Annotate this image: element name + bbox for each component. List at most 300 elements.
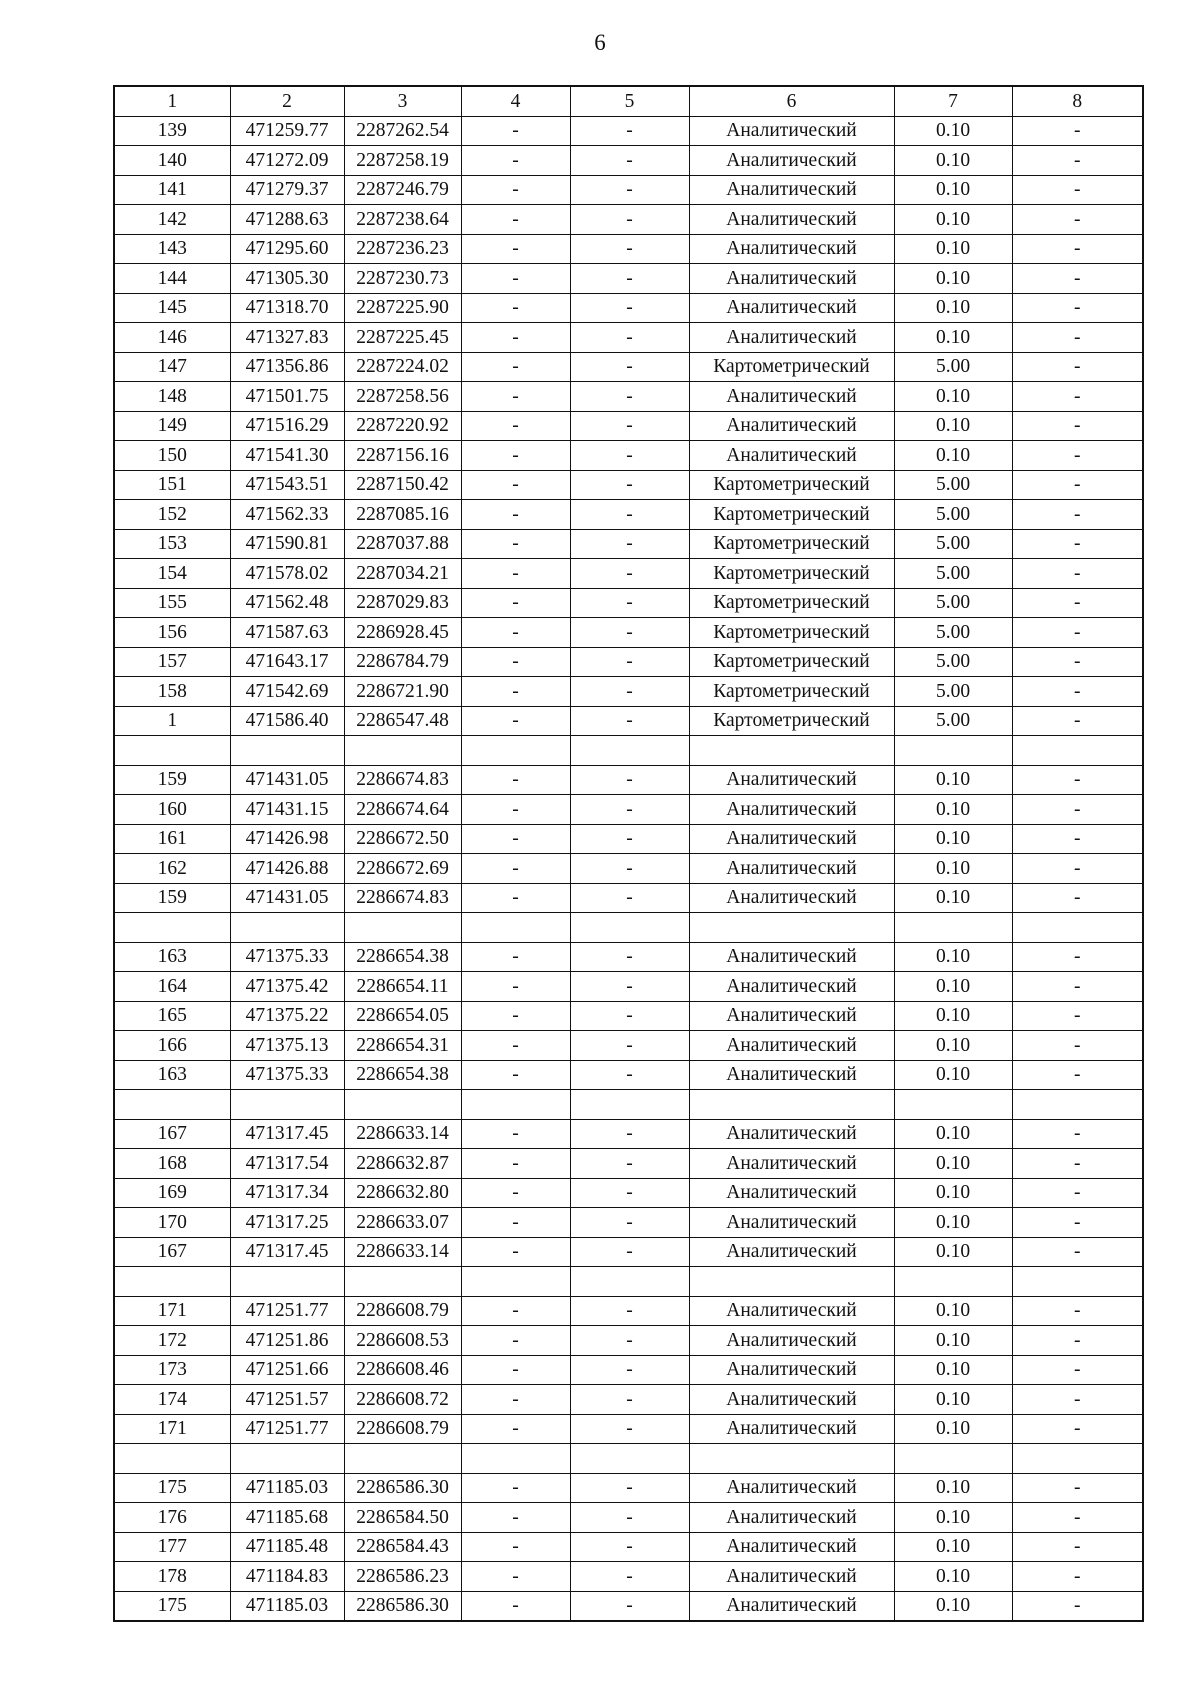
y-coordinate-cell: 2286784.79 bbox=[344, 647, 461, 677]
method-cell: Аналитический bbox=[689, 411, 894, 441]
y-coordinate-cell: 2287156.16 bbox=[344, 441, 461, 471]
col8-cell: - bbox=[1012, 1237, 1143, 1267]
accuracy-cell: 0.10 bbox=[894, 116, 1012, 146]
col5-cell bbox=[570, 1090, 689, 1120]
point-number-cell bbox=[114, 1090, 230, 1120]
y-coordinate-cell: 2286608.46 bbox=[344, 1355, 461, 1385]
point-number-cell: 149 bbox=[114, 411, 230, 441]
x-coordinate-cell: 471259.77 bbox=[230, 116, 344, 146]
col4-cell: - bbox=[461, 1532, 570, 1562]
accuracy-cell: 0.10 bbox=[894, 1532, 1012, 1562]
col5-cell: - bbox=[570, 795, 689, 825]
table-body bbox=[114, 116, 1143, 1621]
x-coordinate-cell: 471251.57 bbox=[230, 1385, 344, 1415]
x-coordinate-cell: 471317.25 bbox=[230, 1208, 344, 1238]
col4-cell: - bbox=[461, 205, 570, 235]
col4-cell bbox=[461, 1444, 570, 1474]
col5-cell: - bbox=[570, 647, 689, 677]
x-coordinate-cell: 471251.86 bbox=[230, 1326, 344, 1356]
method-cell: Аналитический bbox=[689, 175, 894, 205]
x-coordinate-cell: 471516.29 bbox=[230, 411, 344, 441]
col8-cell: - bbox=[1012, 441, 1143, 471]
y-coordinate-cell: 2286654.31 bbox=[344, 1031, 461, 1061]
method-cell: Картометрический bbox=[689, 618, 894, 648]
y-coordinate-cell: 2286928.45 bbox=[344, 618, 461, 648]
x-coordinate-cell: 471375.33 bbox=[230, 942, 344, 972]
table-row bbox=[114, 1591, 1143, 1621]
col8-cell: - bbox=[1012, 234, 1143, 264]
y-coordinate-cell: 2286672.50 bbox=[344, 824, 461, 854]
y-coordinate-cell: 2287246.79 bbox=[344, 175, 461, 205]
col4-cell: - bbox=[461, 588, 570, 618]
col4-cell: - bbox=[461, 677, 570, 707]
col5-cell: - bbox=[570, 529, 689, 559]
col8-cell: - bbox=[1012, 942, 1143, 972]
col4-cell: - bbox=[461, 1296, 570, 1326]
x-coordinate-cell bbox=[230, 736, 344, 766]
point-number-cell: 159 bbox=[114, 765, 230, 795]
table-row bbox=[114, 382, 1143, 412]
accuracy-cell: 0.10 bbox=[894, 234, 1012, 264]
col8-cell: - bbox=[1012, 529, 1143, 559]
point-number-cell: 170 bbox=[114, 1208, 230, 1238]
table-row bbox=[114, 913, 1143, 943]
point-number-cell: 139 bbox=[114, 116, 230, 146]
y-coordinate-cell: 2286654.38 bbox=[344, 942, 461, 972]
table-row bbox=[114, 647, 1143, 677]
accuracy-cell: 0.10 bbox=[894, 1237, 1012, 1267]
col8-cell: - bbox=[1012, 854, 1143, 884]
col5-cell: - bbox=[570, 1532, 689, 1562]
point-number-cell: 141 bbox=[114, 175, 230, 205]
method-cell: Аналитический bbox=[689, 1591, 894, 1621]
header-cell: 3 bbox=[344, 86, 461, 116]
method-cell: Аналитический bbox=[689, 264, 894, 294]
y-coordinate-cell: 2286586.23 bbox=[344, 1562, 461, 1592]
col5-cell: - bbox=[570, 588, 689, 618]
method-cell: Аналитический bbox=[689, 323, 894, 353]
col8-cell: - bbox=[1012, 1503, 1143, 1533]
x-coordinate-cell: 471375.42 bbox=[230, 972, 344, 1002]
header-cell: 7 bbox=[894, 86, 1012, 116]
y-coordinate-cell: 2287037.88 bbox=[344, 529, 461, 559]
x-coordinate-cell: 471251.66 bbox=[230, 1355, 344, 1385]
method-cell: Аналитический bbox=[689, 1385, 894, 1415]
y-coordinate-cell: 2286584.50 bbox=[344, 1503, 461, 1533]
accuracy-cell: 0.10 bbox=[894, 765, 1012, 795]
method-cell bbox=[689, 1444, 894, 1474]
table-row bbox=[114, 1503, 1143, 1533]
header-cell: 2 bbox=[230, 86, 344, 116]
x-coordinate-cell: 471305.30 bbox=[230, 264, 344, 294]
table-row bbox=[114, 1414, 1143, 1444]
point-number-cell: 156 bbox=[114, 618, 230, 648]
point-number-cell: 174 bbox=[114, 1385, 230, 1415]
accuracy-cell: 0.10 bbox=[894, 382, 1012, 412]
accuracy-cell: 0.10 bbox=[894, 323, 1012, 353]
col8-cell: - bbox=[1012, 500, 1143, 530]
col5-cell: - bbox=[570, 1591, 689, 1621]
col4-cell: - bbox=[461, 293, 570, 323]
method-cell: Аналитический bbox=[689, 1119, 894, 1149]
y-coordinate-cell: 2286632.87 bbox=[344, 1149, 461, 1179]
col4-cell: - bbox=[461, 234, 570, 264]
col5-cell: - bbox=[570, 352, 689, 382]
col8-cell: - bbox=[1012, 1149, 1143, 1179]
method-cell: Аналитический bbox=[689, 765, 894, 795]
method-cell: Аналитический bbox=[689, 1208, 894, 1238]
table-row bbox=[114, 470, 1143, 500]
table-row bbox=[114, 175, 1143, 205]
y-coordinate-cell: 2286608.72 bbox=[344, 1385, 461, 1415]
method-cell: Аналитический bbox=[689, 883, 894, 913]
method-cell: Аналитический bbox=[689, 205, 894, 235]
col4-cell: - bbox=[461, 1385, 570, 1415]
col8-cell: - bbox=[1012, 1385, 1143, 1415]
method-cell: Картометрический bbox=[689, 470, 894, 500]
col4-cell: - bbox=[461, 854, 570, 884]
col8-cell: - bbox=[1012, 470, 1143, 500]
method-cell: Аналитический bbox=[689, 824, 894, 854]
col4-cell: - bbox=[461, 1060, 570, 1090]
col4-cell: - bbox=[461, 824, 570, 854]
y-coordinate-cell: 2286608.79 bbox=[344, 1296, 461, 1326]
col8-cell: - bbox=[1012, 972, 1143, 1002]
x-coordinate-cell bbox=[230, 913, 344, 943]
col4-cell bbox=[461, 736, 570, 766]
col4-cell: - bbox=[461, 1562, 570, 1592]
col8-cell: - bbox=[1012, 205, 1143, 235]
accuracy-cell: 5.00 bbox=[894, 559, 1012, 589]
col4-cell: - bbox=[461, 1001, 570, 1031]
col5-cell: - bbox=[570, 382, 689, 412]
col5-cell bbox=[570, 1444, 689, 1474]
method-cell: Аналитический bbox=[689, 972, 894, 1002]
accuracy-cell: 0.10 bbox=[894, 1208, 1012, 1238]
col5-cell: - bbox=[570, 146, 689, 176]
table-row bbox=[114, 293, 1143, 323]
col8-cell: - bbox=[1012, 146, 1143, 176]
table-row bbox=[114, 1473, 1143, 1503]
x-coordinate-cell: 471279.37 bbox=[230, 175, 344, 205]
col5-cell bbox=[570, 913, 689, 943]
y-coordinate-cell bbox=[344, 736, 461, 766]
point-number-cell: 177 bbox=[114, 1532, 230, 1562]
x-coordinate-cell: 471431.05 bbox=[230, 765, 344, 795]
table-row bbox=[114, 205, 1143, 235]
col5-cell: - bbox=[570, 1326, 689, 1356]
x-coordinate-cell: 471375.22 bbox=[230, 1001, 344, 1031]
table-row bbox=[114, 1119, 1143, 1149]
point-number-cell: 178 bbox=[114, 1562, 230, 1592]
col4-cell: - bbox=[461, 1031, 570, 1061]
method-cell: Аналитический bbox=[689, 1149, 894, 1179]
y-coordinate-cell: 2286632.80 bbox=[344, 1178, 461, 1208]
header-row bbox=[114, 86, 1143, 116]
y-coordinate-cell: 2286633.14 bbox=[344, 1237, 461, 1267]
col8-cell: - bbox=[1012, 264, 1143, 294]
method-cell: Аналитический bbox=[689, 146, 894, 176]
point-number-cell: 168 bbox=[114, 1149, 230, 1179]
x-coordinate-cell: 471288.63 bbox=[230, 205, 344, 235]
col8-cell bbox=[1012, 1444, 1143, 1474]
accuracy-cell: 5.00 bbox=[894, 588, 1012, 618]
method-cell: Аналитический bbox=[689, 1355, 894, 1385]
col5-cell: - bbox=[570, 972, 689, 1002]
method-cell: Картометрический bbox=[689, 352, 894, 382]
x-coordinate-cell: 471317.45 bbox=[230, 1119, 344, 1149]
col5-cell: - bbox=[570, 883, 689, 913]
table-row bbox=[114, 323, 1143, 353]
method-cell bbox=[689, 913, 894, 943]
col8-cell bbox=[1012, 736, 1143, 766]
x-coordinate-cell: 471317.54 bbox=[230, 1149, 344, 1179]
accuracy-cell: 0.10 bbox=[894, 1385, 1012, 1415]
method-cell: Аналитический bbox=[689, 1178, 894, 1208]
x-coordinate-cell: 471327.83 bbox=[230, 323, 344, 353]
point-number-cell: 159 bbox=[114, 883, 230, 913]
point-number-cell: 155 bbox=[114, 588, 230, 618]
x-coordinate-cell bbox=[230, 1444, 344, 1474]
col4-cell: - bbox=[461, 942, 570, 972]
y-coordinate-cell: 2286654.38 bbox=[344, 1060, 461, 1090]
col4-cell: - bbox=[461, 146, 570, 176]
col4-cell: - bbox=[461, 1119, 570, 1149]
col8-cell bbox=[1012, 1090, 1143, 1120]
point-number-cell: 153 bbox=[114, 529, 230, 559]
col8-cell: - bbox=[1012, 588, 1143, 618]
x-coordinate-cell: 471586.40 bbox=[230, 706, 344, 736]
col8-cell: - bbox=[1012, 1178, 1143, 1208]
col5-cell: - bbox=[570, 175, 689, 205]
y-coordinate-cell: 2286586.30 bbox=[344, 1473, 461, 1503]
col5-cell bbox=[570, 736, 689, 766]
y-coordinate-cell: 2286674.83 bbox=[344, 883, 461, 913]
col8-cell: - bbox=[1012, 559, 1143, 589]
x-coordinate-cell: 471295.60 bbox=[230, 234, 344, 264]
col5-cell: - bbox=[570, 500, 689, 530]
x-coordinate-cell: 471562.48 bbox=[230, 588, 344, 618]
x-coordinate-cell: 471375.33 bbox=[230, 1060, 344, 1090]
x-coordinate-cell: 471542.69 bbox=[230, 677, 344, 707]
table-row bbox=[114, 1385, 1143, 1415]
x-coordinate-cell: 471356.86 bbox=[230, 352, 344, 382]
col5-cell: - bbox=[570, 470, 689, 500]
col8-cell: - bbox=[1012, 382, 1143, 412]
y-coordinate-cell: 2287029.83 bbox=[344, 588, 461, 618]
method-cell: Аналитический bbox=[689, 1414, 894, 1444]
table-row bbox=[114, 1178, 1143, 1208]
table-row bbox=[114, 264, 1143, 294]
table-row bbox=[114, 588, 1143, 618]
accuracy-cell: 0.10 bbox=[894, 1355, 1012, 1385]
accuracy-cell: 0.10 bbox=[894, 1149, 1012, 1179]
accuracy-cell: 0.10 bbox=[894, 1060, 1012, 1090]
x-coordinate-cell: 471251.77 bbox=[230, 1296, 344, 1326]
col8-cell: - bbox=[1012, 1473, 1143, 1503]
point-number-cell: 175 bbox=[114, 1591, 230, 1621]
header-cell: 6 bbox=[689, 86, 894, 116]
table-row bbox=[114, 1355, 1143, 1385]
x-coordinate-cell: 471317.45 bbox=[230, 1237, 344, 1267]
page-number: 6 bbox=[594, 30, 606, 55]
accuracy-cell bbox=[894, 736, 1012, 766]
x-coordinate-cell: 471318.70 bbox=[230, 293, 344, 323]
table-row bbox=[114, 795, 1143, 825]
header-cell: 5 bbox=[570, 86, 689, 116]
col5-cell: - bbox=[570, 1414, 689, 1444]
col5-cell: - bbox=[570, 323, 689, 353]
col4-cell: - bbox=[461, 441, 570, 471]
y-coordinate-cell: 2287220.92 bbox=[344, 411, 461, 441]
point-number-cell: 148 bbox=[114, 382, 230, 412]
method-cell: Картометрический bbox=[689, 529, 894, 559]
col8-cell: - bbox=[1012, 677, 1143, 707]
col4-cell: - bbox=[461, 1326, 570, 1356]
x-coordinate-cell: 471375.13 bbox=[230, 1031, 344, 1061]
col5-cell: - bbox=[570, 1001, 689, 1031]
method-cell: Аналитический bbox=[689, 116, 894, 146]
header-cell: 1 bbox=[114, 86, 230, 116]
accuracy-cell: 0.10 bbox=[894, 1414, 1012, 1444]
table-row bbox=[114, 1149, 1143, 1179]
col5-cell: - bbox=[570, 1503, 689, 1533]
coordinates-table bbox=[113, 85, 1144, 1622]
y-coordinate-cell bbox=[344, 913, 461, 943]
point-number-cell: 171 bbox=[114, 1296, 230, 1326]
y-coordinate-cell: 2286654.05 bbox=[344, 1001, 461, 1031]
col8-cell: - bbox=[1012, 1060, 1143, 1090]
x-coordinate-cell: 471272.09 bbox=[230, 146, 344, 176]
col4-cell bbox=[461, 1090, 570, 1120]
point-number-cell: 145 bbox=[114, 293, 230, 323]
table-row bbox=[114, 883, 1143, 913]
accuracy-cell: 0.10 bbox=[894, 1562, 1012, 1592]
point-number-cell: 169 bbox=[114, 1178, 230, 1208]
y-coordinate-cell: 2287225.90 bbox=[344, 293, 461, 323]
table-row bbox=[114, 1326, 1143, 1356]
accuracy-cell: 0.10 bbox=[894, 146, 1012, 176]
col4-cell: - bbox=[461, 1149, 570, 1179]
accuracy-cell: 0.10 bbox=[894, 175, 1012, 205]
point-number-cell: 163 bbox=[114, 1060, 230, 1090]
col8-cell: - bbox=[1012, 352, 1143, 382]
accuracy-cell: 0.10 bbox=[894, 883, 1012, 913]
col8-cell: - bbox=[1012, 824, 1143, 854]
col5-cell: - bbox=[570, 942, 689, 972]
y-coordinate-cell: 2286674.83 bbox=[344, 765, 461, 795]
point-number-cell: 166 bbox=[114, 1031, 230, 1061]
table-row bbox=[114, 706, 1143, 736]
col5-cell: - bbox=[570, 116, 689, 146]
table-row bbox=[114, 1444, 1143, 1474]
table-row bbox=[114, 441, 1143, 471]
y-coordinate-cell: 2286721.90 bbox=[344, 677, 461, 707]
col8-cell bbox=[1012, 913, 1143, 943]
header-cell: 8 bbox=[1012, 86, 1143, 116]
method-cell: Картометрический bbox=[689, 706, 894, 736]
point-number-cell: 150 bbox=[114, 441, 230, 471]
col4-cell: - bbox=[461, 1355, 570, 1385]
col5-cell: - bbox=[570, 1060, 689, 1090]
method-cell: Картометрический bbox=[689, 559, 894, 589]
table-row bbox=[114, 1090, 1143, 1120]
col4-cell: - bbox=[461, 1591, 570, 1621]
col4-cell: - bbox=[461, 175, 570, 205]
col8-cell: - bbox=[1012, 411, 1143, 441]
table-row bbox=[114, 352, 1143, 382]
col4-cell: - bbox=[461, 647, 570, 677]
accuracy-cell: 0.10 bbox=[894, 1591, 1012, 1621]
col5-cell: - bbox=[570, 293, 689, 323]
y-coordinate-cell: 2286674.64 bbox=[344, 795, 461, 825]
col5-cell: - bbox=[570, 1237, 689, 1267]
accuracy-cell: 0.10 bbox=[894, 293, 1012, 323]
point-number-cell: 164 bbox=[114, 972, 230, 1002]
col4-cell bbox=[461, 913, 570, 943]
table-row bbox=[114, 824, 1143, 854]
x-coordinate-cell: 471431.05 bbox=[230, 883, 344, 913]
point-number-cell: 154 bbox=[114, 559, 230, 589]
accuracy-cell bbox=[894, 1090, 1012, 1120]
col4-cell: - bbox=[461, 795, 570, 825]
point-number-cell: 175 bbox=[114, 1473, 230, 1503]
point-number-cell: 176 bbox=[114, 1503, 230, 1533]
table-row bbox=[114, 854, 1143, 884]
col4-cell: - bbox=[461, 559, 570, 589]
table-row bbox=[114, 765, 1143, 795]
col8-cell: - bbox=[1012, 1562, 1143, 1592]
method-cell bbox=[689, 1090, 894, 1120]
col5-cell: - bbox=[570, 765, 689, 795]
x-coordinate-cell: 471426.98 bbox=[230, 824, 344, 854]
table-row bbox=[114, 1060, 1143, 1090]
x-coordinate-cell: 471185.03 bbox=[230, 1473, 344, 1503]
method-cell: Картометрический bbox=[689, 588, 894, 618]
method-cell: Картометрический bbox=[689, 500, 894, 530]
col8-cell: - bbox=[1012, 1532, 1143, 1562]
header-cell: 4 bbox=[461, 86, 570, 116]
table-row bbox=[114, 1532, 1143, 1562]
col4-cell: - bbox=[461, 1503, 570, 1533]
accuracy-cell: 5.00 bbox=[894, 618, 1012, 648]
col8-cell: - bbox=[1012, 706, 1143, 736]
accuracy-cell: 5.00 bbox=[894, 677, 1012, 707]
point-number-cell: 163 bbox=[114, 942, 230, 972]
col4-cell: - bbox=[461, 765, 570, 795]
col5-cell: - bbox=[570, 1562, 689, 1592]
method-cell: Аналитический bbox=[689, 234, 894, 264]
col8-cell: - bbox=[1012, 116, 1143, 146]
accuracy-cell: 0.10 bbox=[894, 1001, 1012, 1031]
point-number-cell: 173 bbox=[114, 1355, 230, 1385]
y-coordinate-cell: 2286608.79 bbox=[344, 1414, 461, 1444]
method-cell: Аналитический bbox=[689, 1237, 894, 1267]
point-number-cell: 171 bbox=[114, 1414, 230, 1444]
method-cell: Аналитический bbox=[689, 1060, 894, 1090]
col5-cell: - bbox=[570, 205, 689, 235]
col5-cell: - bbox=[570, 1355, 689, 1385]
table-row bbox=[114, 146, 1143, 176]
table-row bbox=[114, 559, 1143, 589]
accuracy-cell: 0.10 bbox=[894, 1296, 1012, 1326]
col4-cell: - bbox=[461, 382, 570, 412]
x-coordinate-cell: 471543.51 bbox=[230, 470, 344, 500]
x-coordinate-cell bbox=[230, 1090, 344, 1120]
method-cell: Аналитический bbox=[689, 1296, 894, 1326]
col8-cell: - bbox=[1012, 1208, 1143, 1238]
col8-cell: - bbox=[1012, 765, 1143, 795]
